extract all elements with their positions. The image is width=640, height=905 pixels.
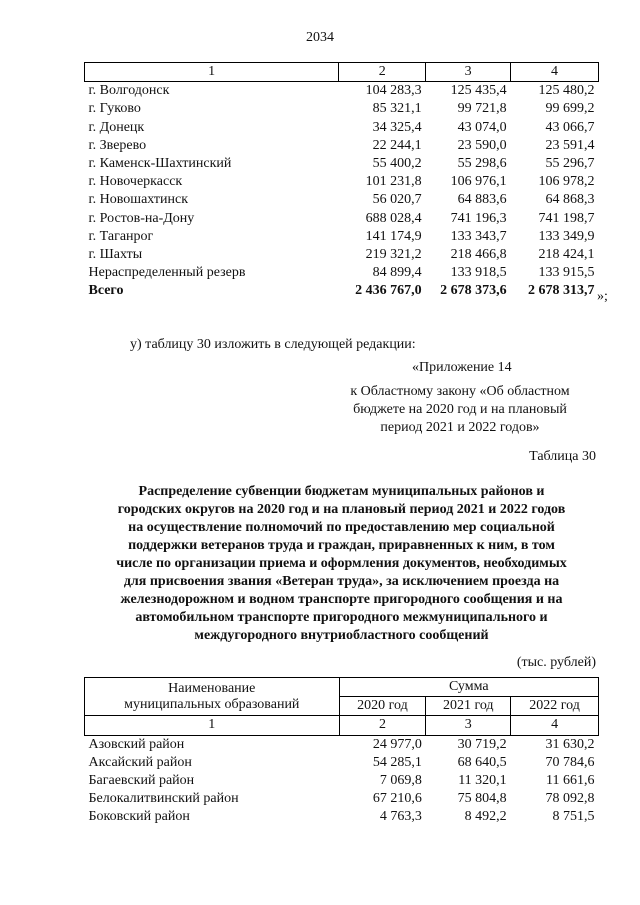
row-value: 218 424,1	[538, 247, 595, 263]
appendix-line: бюджете на 2020 год и на плановый	[353, 402, 567, 417]
header-year: 2022 год	[511, 697, 599, 716]
column-number: 1	[85, 716, 340, 735]
row-value: 99 721,8	[457, 101, 507, 117]
table-row	[85, 735, 599, 754]
amendment-paragraph: у) таблицу 30 изложить в следующей редакции:	[130, 337, 416, 352]
row-value: 101 231,8	[365, 174, 422, 190]
row-value: 8 751,5	[552, 809, 595, 825]
row-label: г. Гуково	[88, 101, 141, 117]
column-number: 2	[339, 63, 426, 82]
row-value: 133 343,7	[450, 228, 507, 244]
row-value: 75 804,8	[457, 791, 507, 807]
row-value: 85 321,1	[372, 101, 422, 117]
row-value: 125 435,4	[450, 83, 507, 99]
row-value: 84 899,4	[372, 265, 422, 281]
row-value: 24 977,0	[372, 736, 422, 752]
appendix-label: «Приложение 14	[412, 360, 512, 375]
table-row	[85, 82, 599, 101]
title-line: Распределение субвенции бюджетам муниципальных районов и	[138, 484, 545, 499]
title-line: железнодорожном и водном транспорте пригородного сообщения и на	[120, 592, 563, 607]
row-value: 11 661,6	[546, 773, 595, 789]
table-row	[85, 210, 599, 228]
title-line: для присвоения звания «Ветеран труда», за исключением проезда на	[123, 574, 560, 589]
table-row	[85, 772, 599, 790]
table-row	[85, 790, 599, 808]
column-number: 1	[85, 63, 339, 82]
title-line: на осуществление полномочий по предоставлению мер социальной	[128, 520, 555, 535]
header-year: 2021 год	[426, 697, 511, 716]
row-label: Нераспределенный резерв	[88, 265, 246, 281]
row-value: 67 210,6	[372, 791, 422, 807]
row-label: г. Зверево	[88, 137, 147, 153]
row-value: 55 296,7	[545, 156, 595, 172]
header-year: 2020 год	[339, 697, 426, 716]
total-row	[85, 282, 599, 300]
row-value: 106 976,1	[450, 174, 507, 190]
table-row	[85, 264, 599, 282]
row-value: 68 640,5	[457, 754, 507, 770]
units-label: (тыс. рублей)	[516, 655, 596, 670]
row-value: 64 883,6	[457, 192, 507, 208]
row-label: г. Шахты	[88, 247, 143, 263]
row-value: 99 699,2	[545, 101, 595, 117]
closing-quote: »;	[597, 289, 608, 304]
row-label: г. Каменск-Шахтинский	[88, 156, 232, 172]
row-label: Багаевский район	[88, 773, 195, 789]
header-name	[85, 678, 340, 716]
row-value: 133 918,5	[450, 265, 507, 281]
row-value: 133 915,5	[538, 265, 595, 281]
page-number: 2034	[306, 30, 334, 45]
table-row	[85, 100, 599, 118]
row-value: 54 285,1	[372, 754, 422, 770]
row-label: Белокалитвинский район	[88, 791, 239, 807]
budget-table-continued	[84, 62, 599, 301]
row-value: 31 630,2	[545, 736, 595, 752]
header-row	[85, 63, 599, 82]
row-value: 55 400,2	[372, 156, 422, 172]
row-value: 741 198,7	[538, 210, 595, 226]
row-label: г. Таганрог	[88, 228, 154, 244]
title-line: городских округов на 2020 год и на плановый период 2021 и 2022 годов	[117, 502, 566, 517]
row-value: 2 678 373,6	[440, 283, 507, 299]
row-value: 70 784,6	[545, 754, 595, 770]
row-value: 64 868,3	[545, 192, 595, 208]
row-label: г. Волгодонск	[88, 83, 170, 99]
table-row	[85, 191, 599, 209]
subvention-table	[84, 677, 599, 827]
table-row	[85, 155, 599, 173]
row-label: г. Ростов-на-Дону	[88, 210, 195, 226]
table-row	[85, 119, 599, 137]
header-name-line: Наименование	[168, 680, 256, 696]
column-number: 4	[511, 716, 599, 735]
column-number: 2	[339, 716, 426, 735]
column-number: 3	[426, 63, 511, 82]
row-value: 141 174,9	[365, 228, 422, 244]
row-value: 43 066,7	[545, 119, 595, 135]
row-value: 219 321,2	[365, 247, 422, 263]
row-value: 23 591,4	[545, 137, 595, 153]
row-value: 78 092,8	[545, 791, 595, 807]
row-label: Азовский район	[88, 736, 185, 752]
table-row	[85, 808, 599, 826]
row-value: 125 480,2	[538, 83, 595, 99]
row-value: 23 590,0	[457, 137, 507, 153]
row-value: 104 283,3	[365, 83, 422, 99]
row-value: 43 074,0	[457, 119, 507, 135]
row-value: 741 196,3	[450, 210, 507, 226]
title-line: автомобильном транспорте пригородного межмуниципального и	[135, 610, 548, 625]
column-number: 4	[511, 63, 599, 82]
table-row	[85, 754, 599, 772]
row-value: 2 436 767,0	[355, 283, 422, 299]
row-value: 55 298,6	[457, 156, 507, 172]
row-value: 8 492,2	[464, 809, 507, 825]
row-value: 4 763,3	[379, 809, 422, 825]
row-value: 7 069,8	[379, 773, 422, 789]
table-title	[84, 483, 599, 645]
row-value: 2 678 313,7	[528, 283, 595, 299]
row-value: 34 325,4	[372, 119, 422, 135]
header-name-line: муниципальных образований	[124, 696, 300, 712]
appendix-line: к Областному закону «Об областном	[350, 384, 570, 399]
table-row	[85, 228, 599, 246]
row-value: 106 978,2	[538, 174, 595, 190]
row-value: 688 028,4	[365, 210, 422, 226]
table-number: Таблица 30	[529, 449, 596, 464]
row-label: г. Новочеркасск	[88, 174, 183, 190]
row-value: 218 466,8	[450, 247, 507, 263]
table-row	[85, 246, 599, 264]
row-label: Аксайский район	[88, 754, 192, 770]
column-number: 3	[426, 716, 511, 735]
row-value: 30 719,2	[457, 736, 507, 752]
row-label: г. Новошахтинск	[88, 192, 189, 208]
row-label: Боковский район	[88, 809, 190, 825]
row-value: 11 320,1	[458, 773, 507, 789]
row-value: 133 349,9	[538, 228, 595, 244]
title-line: междугородного внутриобластного сообщений	[194, 628, 489, 643]
title-line: числе по организации приема и оформления документов, необходимых	[116, 556, 567, 571]
table-row	[85, 173, 599, 191]
row-value: 22 244,1	[372, 137, 422, 153]
row-label: Всего	[88, 283, 124, 299]
header-sum: Сумма	[339, 678, 598, 697]
row-value: 56 020,7	[372, 192, 422, 208]
appendix-reference	[330, 383, 590, 437]
table-row	[85, 137, 599, 155]
title-line: поддержки ветеранов труда и граждан, приравненных к ним, в том	[128, 538, 555, 553]
appendix-line: период 2021 и 2022 годов»	[380, 420, 540, 435]
row-label: г. Донецк	[88, 119, 145, 135]
